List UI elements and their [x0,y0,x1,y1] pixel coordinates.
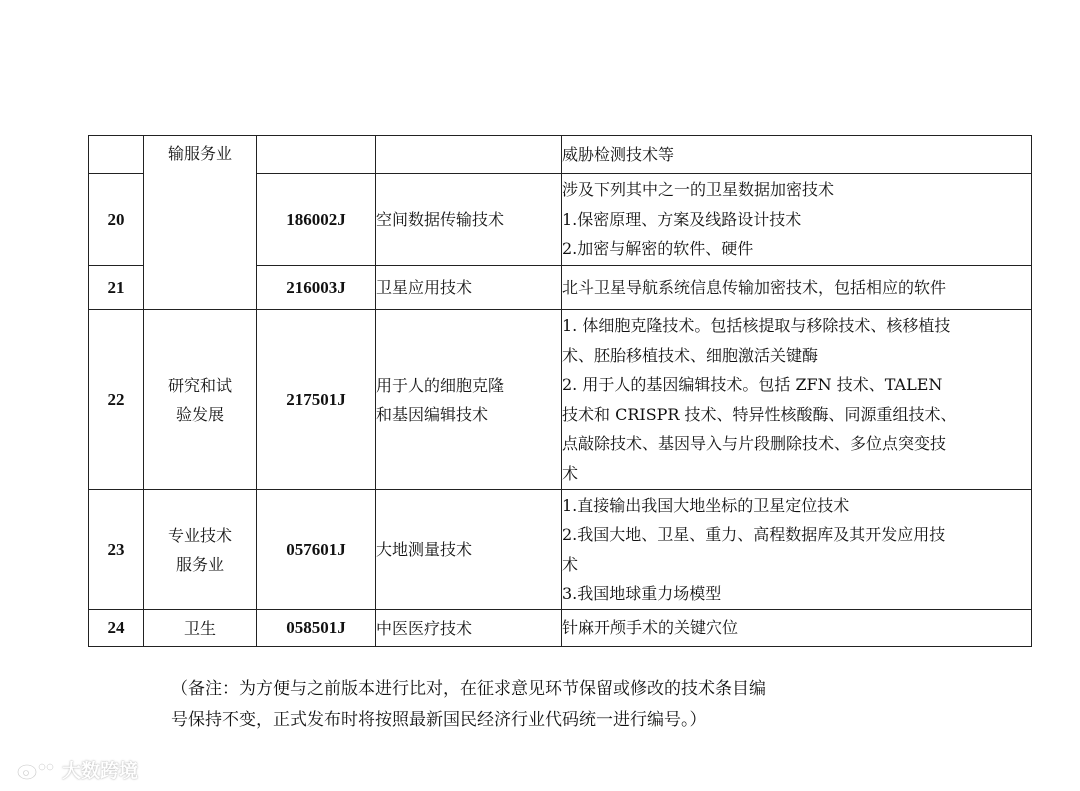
industry-label: 研究和试 [167,375,232,395]
requirement-line: 术 [562,463,579,483]
industry-label: 输服务业 [167,144,232,163]
tech-name-cell: 卫星应用技术 [376,266,562,310]
requirement-line: 技术和 CRISPR 技术、特异性核酸酶、同源重组技术、 [562,404,957,424]
row-number-cell: 21 [89,266,144,310]
industry-label: 专业技术 [167,525,232,545]
code-cell: 216003J [257,266,376,310]
requirement-line: 1.直接输出我国大地坐标的卫星定位技术 [562,495,850,515]
table-row [89,310,1032,490]
remarks-note [171,674,971,736]
code-cell [257,136,376,174]
requirement-line: 术、胚胎移植技术、细胞激活关键酶 [562,345,819,365]
requirement-line: 3.我国地球重力场模型 [562,584,722,603]
industry-cell [144,310,257,490]
row-number-cell: 24 [89,610,144,647]
tech-name-cell [376,310,562,490]
industry-cell: 卫生 [144,610,257,647]
requirement-line: 威胁检测技术等 [562,144,675,164]
requirement-line: 涉及下列其中之一的卫星数据加密技术 [562,180,835,200]
row-number-cell [89,136,144,174]
requirements-cell [562,136,1032,174]
industry-cell [144,490,257,610]
requirement-line: 北斗卫星导航系统信息传输加密技术，包括相应的软件 [562,277,947,297]
tech-catalog-table [88,135,1032,647]
code-cell: 058501J [257,610,376,647]
row-number-cell: 22 [89,310,144,490]
table-row [89,136,1032,174]
table-row [89,610,1032,647]
industry-label: 服务业 [175,554,224,574]
requirements-cell [562,174,1032,266]
requirement-line: 1. 体细胞克隆技术。包括核提取与移除技术、核移植技 [562,316,951,335]
watermark-text: 大数跨境 [62,760,139,782]
industry-label: 验发展 [175,404,224,424]
row-number-cell: 20 [89,174,144,266]
requirement-line: 2.我国大地、卫星、重力、高程数据库及其开发应用技 [562,525,946,544]
requirements-cell [562,266,1032,310]
code-cell: 217501J [257,310,376,490]
watermark [16,756,138,783]
requirement-line: 1.保密原理、方案及线路设计技术 [562,209,802,229]
requirement-line: 术 [562,554,579,574]
requirements-cell [562,610,1032,647]
tech-name-cell [376,136,562,174]
tech-name-cell: 中医医疗技术 [376,610,562,647]
industry-cell [144,136,257,310]
tech-name-cell: 大地测量技术 [376,490,562,610]
code-cell: 057601J [257,490,376,610]
note-line: （备注：为方便与之前版本进行比对，在征求意见环节保留或修改的技术条目编 [171,679,766,699]
requirement-line: 2. 用于人的基因编辑技术。包括 ZFN 技术、TALEN [562,375,943,394]
note-line: 号保持不变，正式发布时将按照最新国民经济行业代码统一进行编号。） [171,710,707,730]
row-number-cell: 23 [89,490,144,610]
table-row [89,490,1032,610]
tech-name-cell: 空间数据传输技术 [376,174,562,266]
weibo-logo-icon [16,759,56,781]
code-cell: 186002J [257,174,376,266]
tech-name-line: 用于人的细胞克隆 [376,375,505,395]
tech-name-line: 和基因编辑技术 [376,404,489,424]
requirements-cell [562,490,1032,610]
requirement-line: 点敲除技术、基因导入与片段删除技术、多位点突变技 [562,434,947,453]
requirements-cell [562,310,1032,490]
requirement-line: 2.加密与解密的软件、硬件 [562,239,754,259]
requirement-line: 针麻开颅手术的关键穴位 [562,618,739,638]
